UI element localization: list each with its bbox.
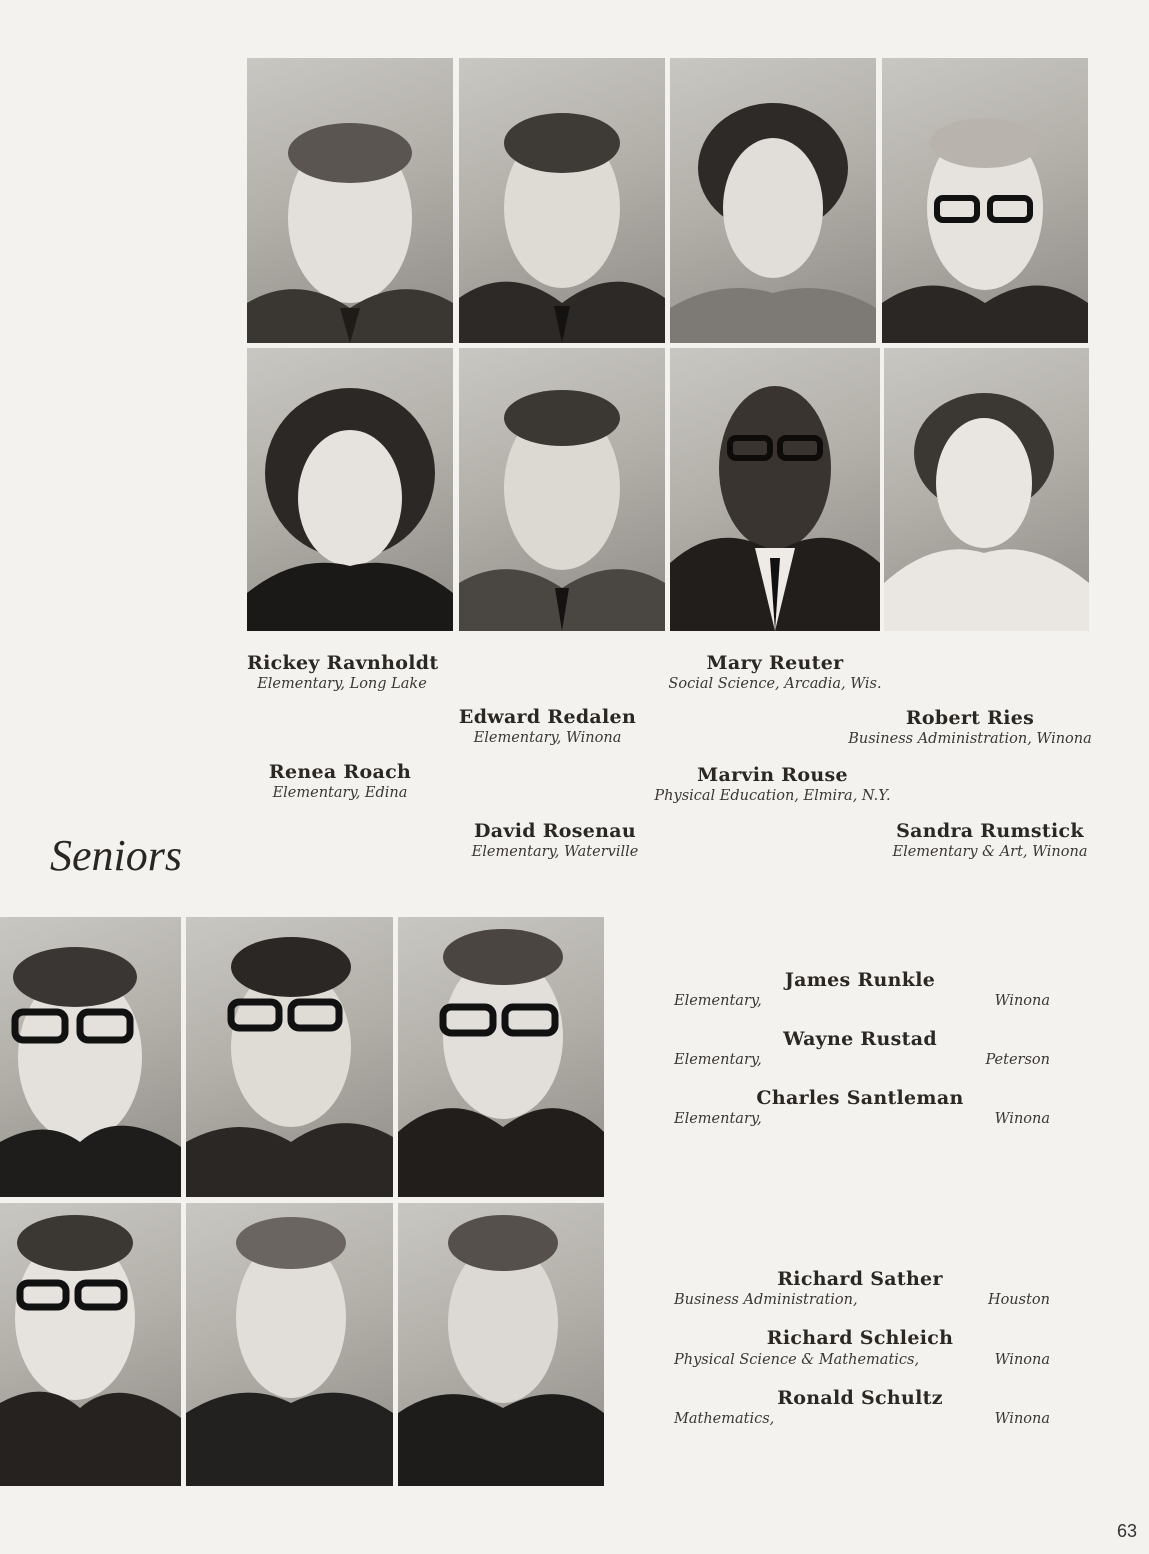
student-name: Richard Sather	[777, 1268, 943, 1290]
portrait-photo	[398, 917, 604, 1197]
student-name: James Runkle	[784, 969, 936, 991]
portrait-photo	[186, 1203, 393, 1486]
student-name: Ronald Schultz	[777, 1387, 943, 1409]
student-detail: Business Administration, Winona	[848, 731, 1092, 747]
student-detail: Elementary, Edina	[272, 785, 408, 801]
portrait-photo	[398, 1203, 604, 1486]
student-major: Business Administration,	[674, 1292, 858, 1308]
student-major: Elementary,	[674, 1111, 762, 1127]
portrait-photo	[247, 58, 453, 343]
student-major: Mathematics,	[674, 1411, 775, 1427]
student-name: Renea Roach	[268, 761, 412, 783]
student-name: Robert Ries	[905, 707, 1035, 729]
student-name: David Rosenau	[473, 820, 637, 842]
student-town: Houston	[987, 1292, 1050, 1308]
portrait-photo	[882, 58, 1088, 343]
portrait-photo	[884, 348, 1089, 631]
student-detail: Elementary, Waterville	[471, 844, 639, 860]
student-name: Mary Reuter	[706, 652, 844, 674]
portrait-photo	[247, 348, 453, 631]
portrait-photo	[670, 348, 880, 631]
student-town: Winona	[994, 1111, 1050, 1127]
student-name: Richard Schleich	[766, 1327, 954, 1349]
student-name: Edward Redalen	[458, 706, 637, 728]
student-major: Elementary,	[674, 993, 762, 1009]
student-detail: Elementary, Winona	[473, 730, 622, 746]
student-town: Peterson	[985, 1052, 1050, 1068]
student-town: Winona	[994, 1352, 1050, 1368]
portrait-photo	[186, 917, 393, 1197]
student-major: Physical Science & Mathematics,	[674, 1352, 920, 1368]
student-detail: Elementary & Art, Winona	[892, 844, 1088, 860]
student-town: Winona	[994, 993, 1050, 1009]
student-name: Rickey Ravnholdt	[247, 652, 439, 674]
portrait-photo	[670, 58, 876, 343]
student-name: Marvin Rouse	[697, 764, 848, 786]
student-detail: Elementary, Long Lake	[257, 676, 427, 692]
portrait-photo	[459, 348, 665, 631]
portrait-photo	[0, 917, 181, 1197]
student-name: Wayne Rustad	[783, 1028, 937, 1050]
page-number: 63	[1116, 1521, 1137, 1541]
student-detail: Physical Education, Elmira, N.Y.	[654, 788, 891, 804]
student-town: Winona	[994, 1411, 1050, 1427]
student-detail: Social Science, Arcadia, Wis.	[668, 676, 882, 692]
portrait-photo	[459, 58, 665, 343]
section-title: Seniors	[50, 831, 182, 880]
student-name: Charles Santleman	[756, 1087, 964, 1109]
student-name: Sandra Rumstick	[896, 820, 1084, 842]
student-major: Elementary,	[674, 1052, 762, 1068]
portrait-photo	[0, 1203, 181, 1486]
